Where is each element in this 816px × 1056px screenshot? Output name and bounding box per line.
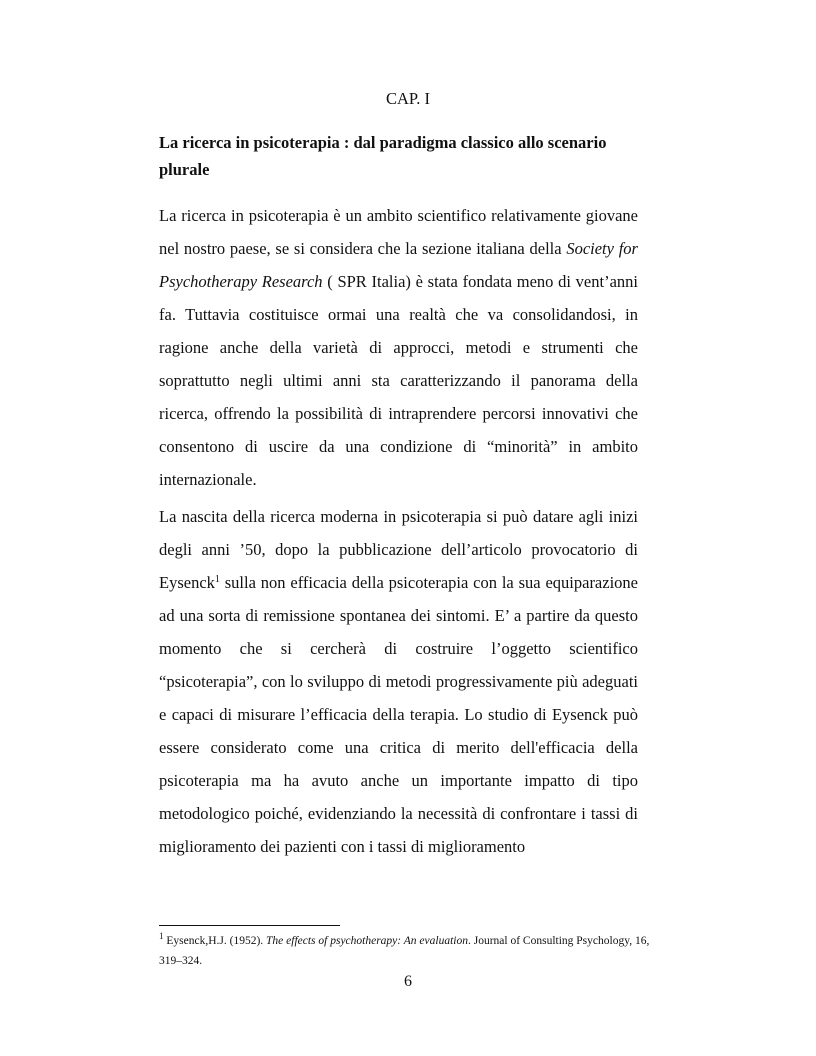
body-text bbox=[159, 199, 638, 867]
footnote-journal: . Journal of Consulting Psychology, 16, 319–324. bbox=[159, 935, 650, 967]
section-title: La ricerca in psicoterapia : dal paradigma classico allo scenario plurale bbox=[159, 133, 607, 179]
paragraph-1-rest: ( SPR Italia) è stata fondata meno di vent’anni fa. Tuttavia costituisce ormai una realtà che va consolidandosi, in ragione anche della varietà di approcci, metodi e strumenti che soprattutto negli ultimi anni sta caratterizzando il panorama della ricerca, offrendo la possibilità di intraprendere percorsi innovativi che consentono di uscire da una condizione di “minorità” in ambito internazionale. bbox=[159, 272, 638, 489]
paragraph-2-lead: La nascita della ricerca moderna in psicoterapia si può datare agli inizi degli anni ’50, dopo la pubblicazione dell’articolo provocatorio di Eysenck bbox=[159, 507, 638, 592]
paragraph-1 bbox=[159, 199, 638, 496]
footnote-reference[interactable]: 1 bbox=[214, 574, 220, 585]
society-name: Society for Psychotherapy Research bbox=[159, 239, 638, 291]
footnote bbox=[159, 931, 659, 971]
paragraph-1-lead: La ricerca in psicoterapia è un ambito scientifico relativamente giovane nel nostro paese, se si considera che la sezione italiana della bbox=[159, 206, 638, 258]
footnote-author: Eysenck,H.J. (1952). bbox=[163, 935, 267, 947]
paragraph-2 bbox=[159, 500, 638, 863]
page-number: 6 bbox=[404, 973, 412, 990]
footnote-title: The effects of psychotherapy: An evaluation bbox=[266, 935, 468, 947]
paragraph-2-rest: sulla non efficacia della psicoterapia con la sua equiparazione ad una sorta di remissione spontanea dei sintomi. E’ a partire da questo momento che si cercherà di costruire l’oggetto scientifico “psicoterapia”, con lo sviluppo di metodi progressivamente più adeguati e capaci di misurare l’efficacia della terapia. Lo studio di Eysenck può essere considerato come una critica di merito dell'efficacia della psicoterapia ma ha avuto anche un importante impatto di tipo metodologico poiché, evidenziando la necessità di confrontare i tassi di miglioramento dei pazienti con i tassi di miglioramento bbox=[159, 573, 638, 856]
chapter-label: CAP. I bbox=[385, 89, 430, 108]
footnote-number: 1 bbox=[159, 931, 164, 941]
footnote-separator bbox=[159, 925, 340, 926]
